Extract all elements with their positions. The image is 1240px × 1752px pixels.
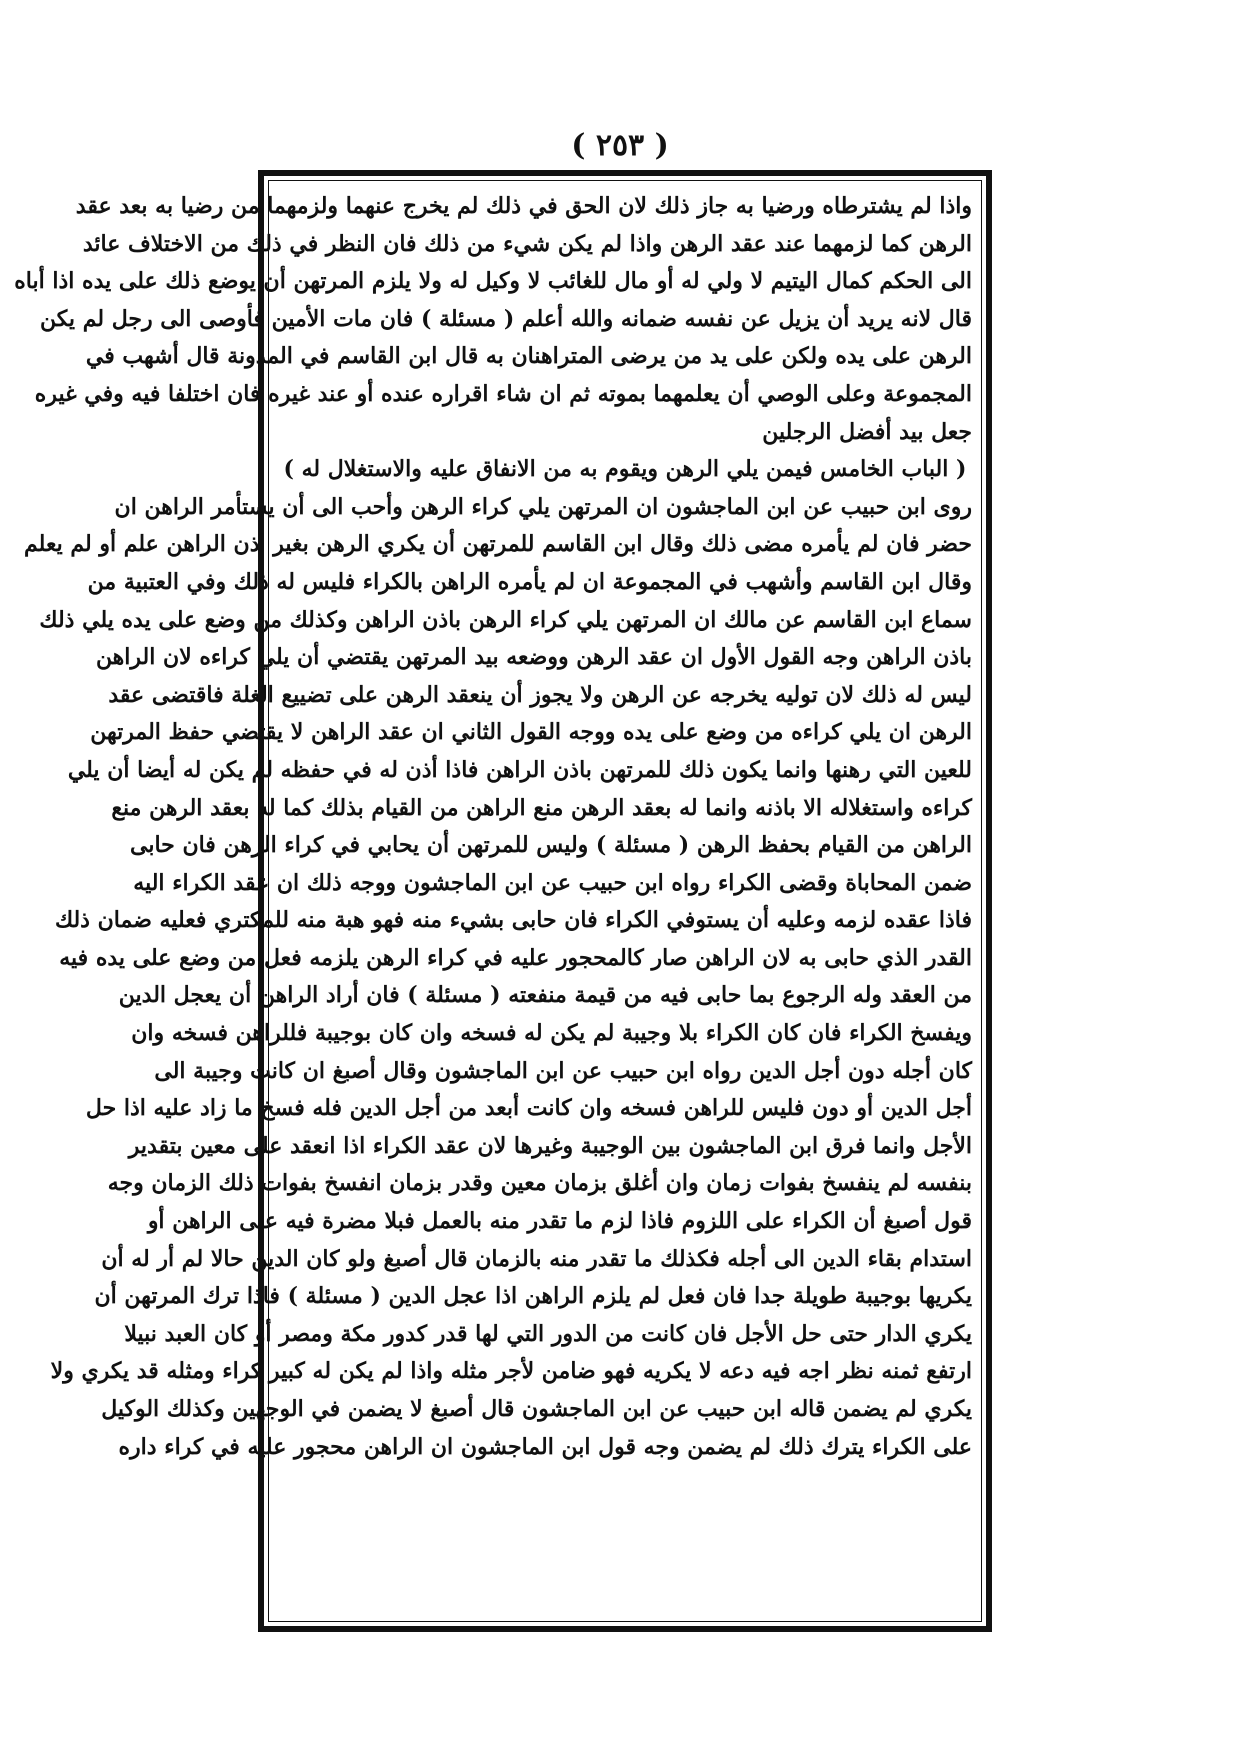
text-line: يكري الدار حتى حل الأجل فان كانت من الدور التي لها قدر كدور مكة ومصر أو كان العبد نبيلا: [124, 1320, 972, 1347]
text-line: الرهن على يده ولكن على يد من يرضى المتراهنان به قال ابن القاسم في المدونة قال أشهب في: [85, 343, 972, 370]
page-number: ( ٢٥٣ ): [571, 128, 669, 163]
text-line: استدام بقاء الدين الى أجله فكذلك ما تقدر منه بالزمان قال أصبغ ولو كان الدين حالا لم أر له أن: [101, 1245, 972, 1272]
text-line: ضمن المحاباة وقضى الكراء رواه ابن حبيب عن ابن الماجشون ووجه ذلك ان عقد الكراء اليه: [133, 869, 972, 896]
text-line: كان أجله دون أجل الدين رواه ابن حبيب عن ابن الماجشون وقال أصبغ ان كانت وجيبة الى: [154, 1057, 972, 1084]
text-line: القدر الذي حابى به لان الراهن صار كالمحجور عليه في كراء الرهن يلزمه فعل من وضع على يده فيه: [59, 944, 972, 971]
text-line: يكريها بوجيبة طويلة جدا فان فعل لم يلزم الراهن اذا عجل الدين ( مسئلة ) فاذا ترك المرتهن أن: [94, 1283, 972, 1310]
text-line: أجل الدين أو دون فليس للراهن فسخه وان كانت أبعد من أجل الدين فله فسخ ما زاد عليه اذا حل: [85, 1095, 972, 1122]
text-block: [14, 188, 972, 1614]
chapter-heading: ( الباب الخامس فيمن يلي الرهن ويقوم به من الانفاق عليه والاستغلال له ): [283, 456, 967, 483]
text-line: الى الحكم كمال اليتيم لا ولي له أو مال للغائب لا وكيل له ولا يلزم المرتهن أن يوضع ذلك على يده اذا أباه: [14, 268, 972, 295]
text-line: ارتفع ثمنه نظر اجه فيه دعه لا يكريه فهو ضامن لأجر مثله واذا لم يكن له كبير كراء ومثله قد يكري ولا: [50, 1358, 972, 1385]
text-line: الرهن ان يلي كراءه من وضع على يده ووجه القول الثاني ان عقد الراهن لا يقتضي حفظ المرتهن: [90, 719, 972, 746]
text-line: المجموعة وعلى الوصي أن يعلمهما بموته ثم ان شاء اقراره عنده أو عند غيره فان اختلفا فيه وفي غيره: [34, 380, 972, 407]
text-line: على الكراء يترك ذلك لم يضمن وجه قول ابن الماجشون ان الراهن محجور عليه في كراء داره: [118, 1433, 972, 1460]
text-line: ليس له ذلك لان توليه يخرجه عن الرهن ولا يجوز أن ينعقد الرهن على تضييع الغلة فاقتضى عقد: [108, 681, 972, 708]
text-line: سماع ابن القاسم عن مالك ان المرتهن يلي كراء الرهن باذن الراهن وكذلك من وضع على يده يلي ذلك: [39, 606, 972, 633]
text-line: فاذا عقده لزمه وعليه أن يستوفي الكراء فان حابى بشيء منه فهو هبة منه للمكتري فعليه ضمان ذلك: [54, 907, 972, 934]
text-line: بنفسه لم ينفسخ بفوات زمان وان أغلق بزمان معين وقدر بزمان انفسخ بفوات ذلك الزمان وجه: [107, 1170, 972, 1197]
text-line: روى ابن حبيب عن ابن الماجشون ان المرتهن يلي كراء الرهن وأحب الى أن يستأمر الراهن ان: [114, 493, 972, 520]
text-line: الراهن من القيام بحفظ الرهن ( مسئلة ) وليس للمرتهن أن يحابي في كراء الرهن فان حابى: [130, 832, 972, 859]
text-line: حضر فان لم يأمره مضى ذلك وقال ابن القاسم للمرتهن أن يكري الرهن بغير اذن الراهن علم أو لم يعلم: [24, 531, 972, 558]
text-line: جعل بيد أفضل الرجلين: [762, 418, 972, 445]
text-line: قول أصبغ أن الكراء على اللزوم فاذا لزم ما تقدر منه بالعمل فبلا مضرة فيه على الراهن أو: [147, 1208, 972, 1235]
text-line: من العقد وله الرجوع بما حابى فيه من قيمة منفعته ( مسئلة ) فان أراد الراهن أن يعجل الدين: [118, 982, 972, 1009]
text-line: يكري لم يضمن قاله ابن حبيب عن ابن الماجشون قال أصبغ لا يضمن في الوجهين وكذلك الوكيل: [101, 1396, 972, 1422]
text-line: الأجل وانما فرق ابن الماجشون بين الوجيبة وغيرها لان عقد الكراء اذا انعقد على معين بتقدير: [128, 1132, 972, 1159]
text-line: كراءه واستغلاله الا باذنه وانما له بعقد الرهن منع الراهن من القيام بذلك كما له بعقد الرهن منع: [111, 794, 972, 821]
text-line: ويفسخ الكراء فان كان الكراء بلا وجيبة لم يكن له فسخه وان كان بوجيبة فللراهن فسخه وان: [131, 1020, 972, 1047]
text-line: باذن الراهن وجه القول الأول ان عقد الرهن ووضعه بيد المرتهن يقتضي أن يلي كراءه لان الراهن: [95, 644, 972, 671]
text-line: واذا لم يشترطاه ورضيا به جاز ذلك لان الحق في ذلك لم يخرج عنهما ولزمهما من رضيا به بعد عقد: [75, 193, 972, 219]
text-line: وقال ابن القاسم وأشهب في المجموعة ان لم يأمره الراهن بالكراء فليس له ذلك وفي العتبية من: [87, 568, 972, 595]
text-line: للعين التي رهنها وانما يكون ذلك للمرتهن باذن الراهن فاذا أذن له في حفظه لم يكن له أيضا أن يلي: [67, 756, 972, 783]
text-line: قال لانه يريد أن يزيل عن نفسه ضمانه والله أعلم ( مسئلة ) فان مات الأمين فأوصى الى رجل لم يكن: [40, 305, 972, 332]
text-line: الرهن كما لزمهما عند عقد الرهن واذا لم يكن شيء من ذلك فان النظر في ذلك من الاختلاف عائد: [82, 230, 972, 257]
